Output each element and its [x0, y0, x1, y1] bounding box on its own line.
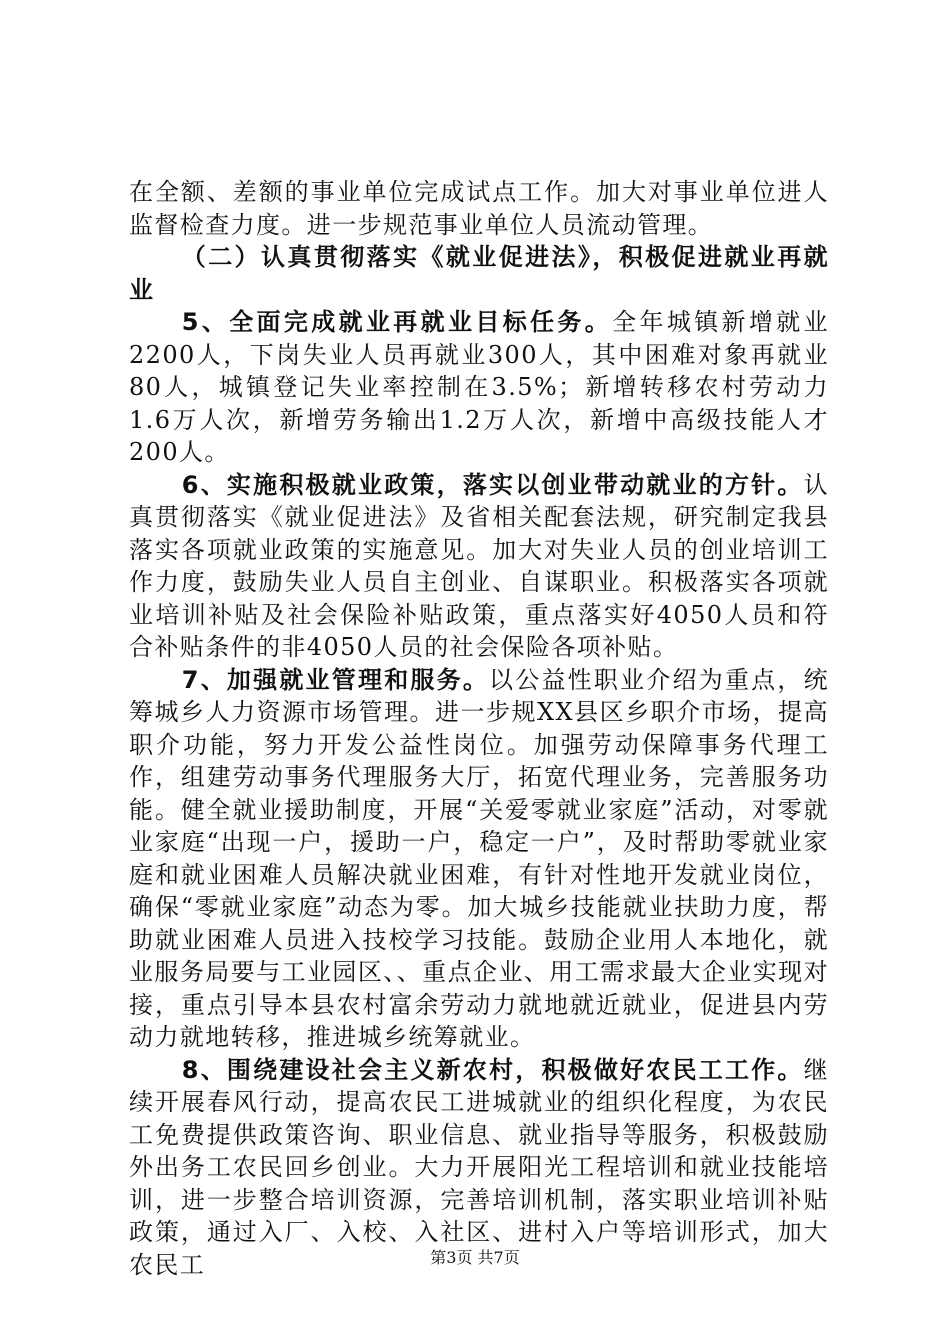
page-number: 第3页 共7页 — [430, 1248, 520, 1267]
paragraph-item-5 — [129, 306, 829, 469]
paragraph-text: 在全额、差额的事业单位完成试点工作。加大对事业单位进人监督检查力度。进一步规范事业单位人员流动管理。 — [129, 178, 829, 239]
document-body — [129, 176, 829, 1281]
paragraph-lead: 7、加强就业管理和服务。 — [181, 665, 490, 694]
paragraph-text: 继续开展春风行动，提高农民工进城就业的组织化程度，为农民工免费提供政策咨询、职业信息、就业指导等服务，积极鼓励外出务工农民回乡创业。大力开展阳光工程培训和就业技能培训，进一步整合培训资源，完善培训机制，落实职业培训补贴政策，通过入厂、入校、入社区、进村入户等培训形式，加大农民工 — [129, 1055, 829, 1279]
paragraph-lead: 5、全面完成就业再就业目标任务。 — [181, 308, 613, 336]
paragraph-item-6 — [129, 469, 829, 664]
paragraph-item-7 — [129, 664, 829, 1054]
section-heading-text: （二）认真贯彻落实《就业促进法》，积极促进就业再就业 — [129, 243, 829, 304]
section-heading — [129, 241, 829, 306]
paragraph-text: 以公益性职业介绍为重点，统筹城乡人力资源市场管理。进一步规XX县区乡职介市场，提高职介功能，努力开发公益性岗位。加强劳动保障事务代理工作，组建劳动事务代理服务大厅，拓宽代理业务，完善服务功能。健全就业援助制度，开展“关爱零就业家庭”活动，对零就业家庭“出现一户，援助一户，稳定一户”，及时帮助零就业家庭和就业困难人员解决就业困难，有针对性地开发就业岗位，确保“零就业家庭”动态为零。加大城乡技能就业扶助力度，帮助就业困难人员进入技校学习技能。鼓励企业用人本地化，就业服务局要与工业园区、、重点企业、用工需求最大企业实现对接，重点引导本县农村富余劳动力就地就近就业，促进县内劳动力就地转移，推进城乡统筹就业。 — [129, 665, 829, 1051]
paragraph-lead: 8、围绕建设社会主义新农村，积极做好农民工工作。 — [181, 1055, 804, 1084]
page-footer — [0, 1245, 950, 1268]
paragraph-text: 认真贯彻落实《就业促进法》及省相关配套法规，研究制定我县落实各项就业政策的实施意见。加大对失业人员的创业培训工作力度，鼓励失业人员自主创业、自谋职业。积极落实各项就业培训补贴及社会保险补贴政策，重点落实好4050人员和符合补贴条件的非4050人员的社会保险各项补贴。 — [129, 470, 829, 661]
paragraph-lead: 6、实施积极就业政策，落实以创业带动就业的方针。 — [181, 470, 804, 499]
paragraph-continuation — [129, 176, 829, 241]
paragraph-text: 全年城镇新增就业2200人，下岗失业人员再就业300人，其中困难对象再就业80人，城镇登记失业率控制在3.5%；新增转移农村劳动力1.6万人次，新增劳务输出1.2万人次，新增中高级技能人才200人。 — [129, 308, 829, 466]
